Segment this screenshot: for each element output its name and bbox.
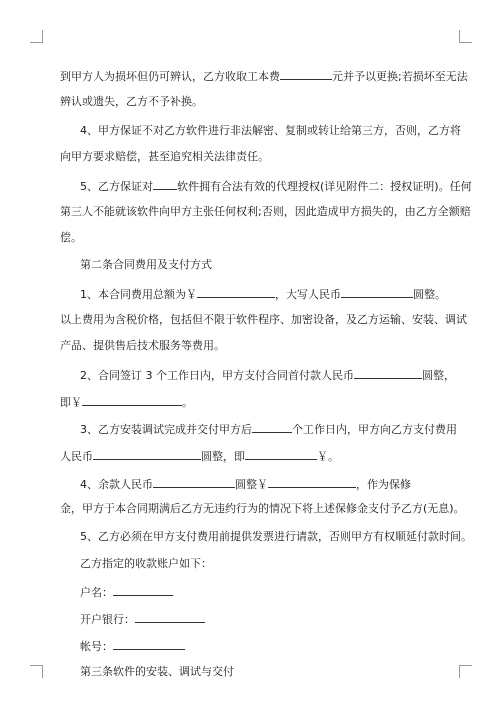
heading-article-3 [80,665,440,679]
text: 4、甲方保证不对乙方软件进行非法解密、复制或转让给第三方，否则，乙方将 [80,124,461,137]
label: 户名： [80,586,113,599]
text: 第三人不能就该软件向甲方主张任何权利;否则，因此造成甲方损失的，由乙方全额赔 [60,205,471,218]
para-retention-line-1 [80,476,440,492]
text: 5、乙方保证对 [80,180,153,193]
blank-down-payment-amount[interactable] [82,394,182,406]
para-down-payment-line-2 [60,394,440,410]
text: 第二条合同费用及支付方式 [80,258,212,271]
blank-account-number[interactable] [113,638,185,650]
blank-fee[interactable] [280,68,332,80]
text: 2、合同签订 3 个工作日内，甲方支付合同首付款人民币 [80,369,354,382]
account-number-line [80,638,440,654]
account-name-line [80,584,440,600]
blank-working-days[interactable] [252,421,292,433]
text: 人民币 [60,450,93,463]
para-no-decrypt-line-2 [60,150,440,164]
text: 圆整，即 [201,450,245,463]
text: 圆整￥ [235,478,268,491]
para-total-fee-line-1 [80,286,446,302]
text: 圆整。 [413,288,446,301]
para-down-payment-line-1 [80,367,455,383]
blank-second-payment-words[interactable] [93,448,201,460]
para-replacement-fee-line-1 [60,68,468,84]
blank-account-bank[interactable] [135,611,205,623]
text: 第三条软件的安装、调试与交付 [80,665,234,678]
blank-balance-amount[interactable] [268,476,356,488]
blank-software-name[interactable] [153,178,177,190]
crop-mark-top-right [459,30,472,43]
para-replacement-fee-line-2 [60,95,440,109]
blank-second-payment-amount[interactable] [245,448,317,460]
text: 个工作日内，甲方向乙方支付费用 [292,423,457,436]
para-no-decrypt-line-1 [80,124,461,138]
blank-balance-words[interactable] [153,476,235,488]
text: 圆整， [422,369,455,382]
para-total-fee-line-2 [60,313,467,327]
para-second-payment-line-1 [80,421,457,437]
para-license-line-1 [80,178,472,194]
text: ，作为保修 [356,478,411,491]
para-second-payment-line-2 [60,448,440,464]
blank-total-amount-words[interactable] [341,286,413,298]
heading-article-2 [80,258,440,272]
text: 乙方指定的收款账户如下： [80,557,212,570]
text: 。 [182,396,193,409]
text: 偿。 [60,231,82,244]
label: 开户银行： [80,613,135,626]
para-account-intro [80,557,440,571]
blank-total-amount[interactable] [197,286,275,298]
label: 帐号： [80,640,113,653]
blank-account-name[interactable] [113,584,173,596]
para-license-line-2 [60,205,471,219]
text: 到甲方人为损坏但仍可辨认，乙方收取工本费 [60,70,280,83]
text: ￥。 [317,450,339,463]
text: ，大写人民币 [275,288,341,301]
account-bank-line [80,611,440,627]
text: 3、乙方安装调试完成并交付甲方后 [80,423,252,436]
text: 产品、提供售后技术服务等费用。 [60,339,225,352]
para-retention-line-2 [60,502,465,516]
crop-mark-bottom-left [30,665,43,678]
text: 4、余款人民币 [80,478,153,491]
para-invoice [80,530,472,544]
crop-mark-bottom-right [459,665,472,678]
text: 辨认或遗失，乙方不予补换。 [60,95,203,108]
text: 向甲方要求赔偿，甚至追究相关法律责任。 [60,150,269,163]
blank-down-payment-words[interactable] [354,367,422,379]
text: 5、乙方必须在甲方支付费用前提供发票进行请款，否则甲方有权顺延付款时间。 [80,530,472,543]
text: 以上费用为含税价格，包括但不限于软件程序、加密设备，及乙方运输、安装、调试 [60,313,467,326]
text: 金，甲方于本合同期满后乙方无违约行为的情况下将上述保修金支付予乙方(无息)。 [60,502,465,515]
text: 即￥ [60,396,82,409]
text: 元并予以更换;若损坏至无法 [332,70,468,83]
text: 1、本合同费用总额为￥ [80,288,197,301]
para-total-fee-line-3 [60,339,440,353]
text: 软件拥有合法有效的代理授权(详见附件二：授权证明)。任何 [177,180,472,193]
crop-mark-top-left [30,30,43,43]
para-license-line-3 [60,231,440,245]
